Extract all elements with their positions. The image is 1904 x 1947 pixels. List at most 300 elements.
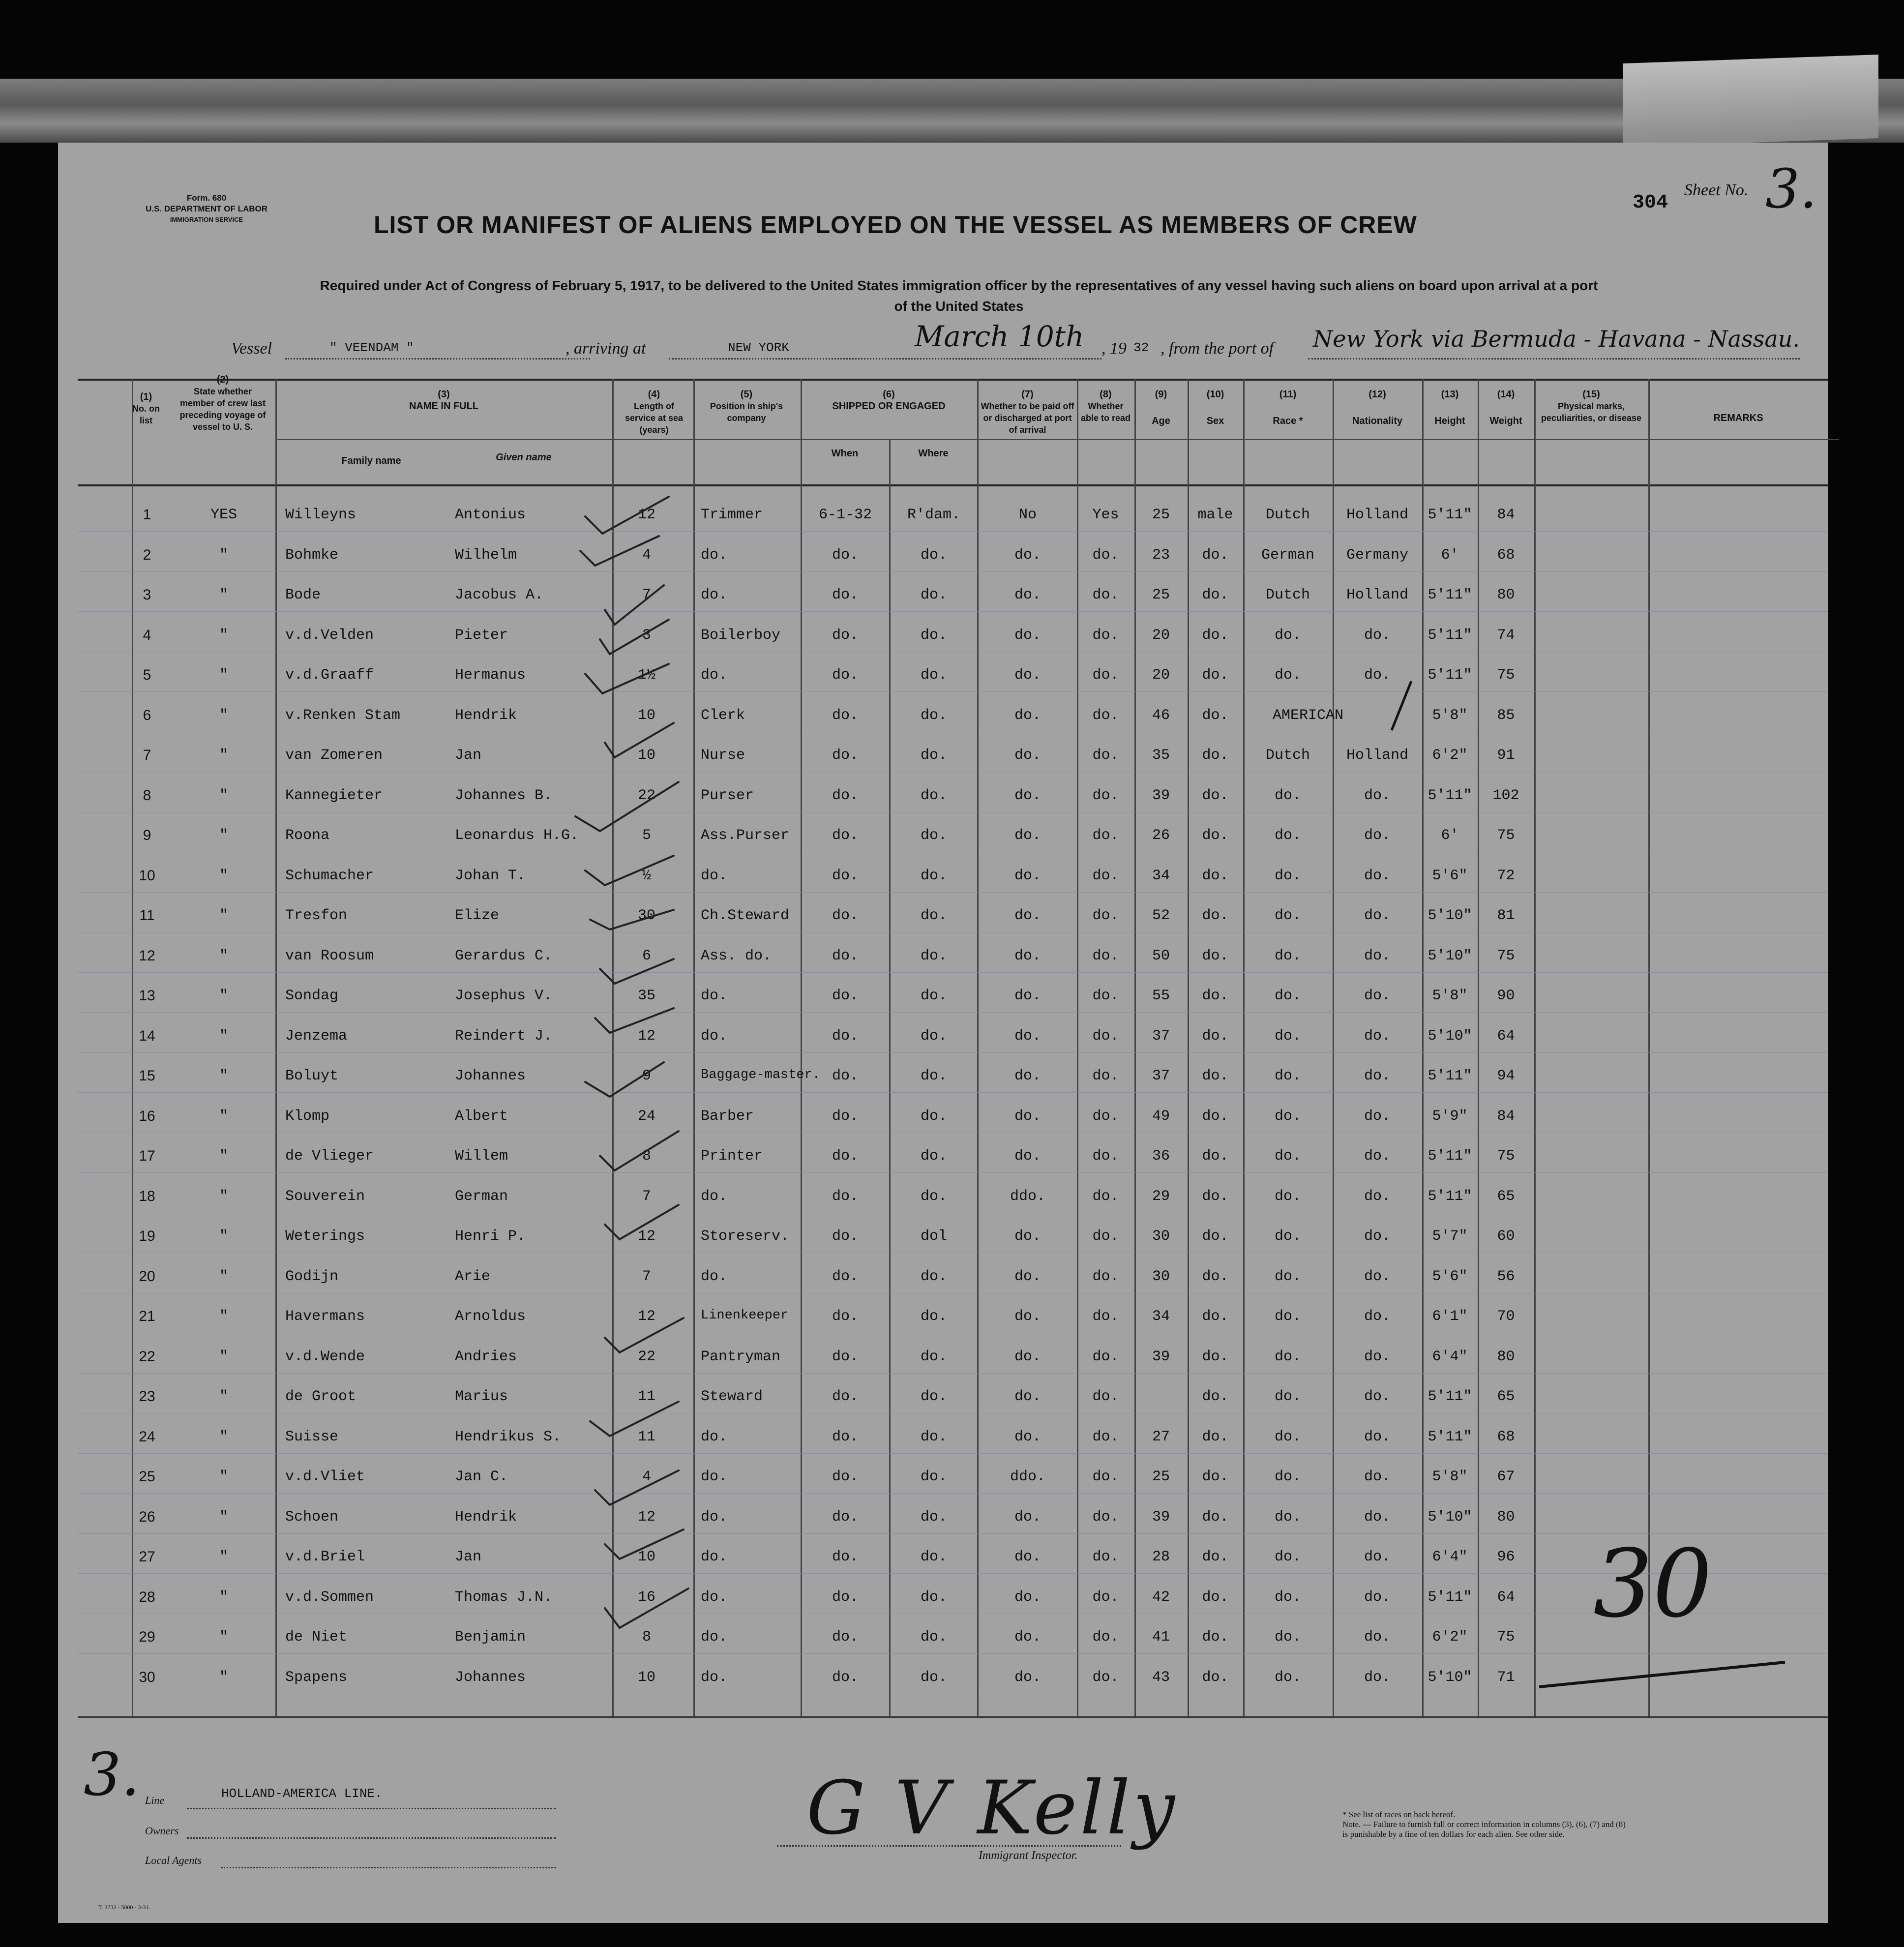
cell-weight: 56 [1497, 1268, 1515, 1285]
check-mark [605, 585, 664, 625]
cell-sex: male [1197, 507, 1233, 523]
cell-age: 34 [1152, 1308, 1170, 1325]
vessel-label: Vessel [231, 339, 272, 358]
cell-age: 34 [1152, 867, 1170, 884]
cell-weight: 64 [1497, 1588, 1515, 1606]
cell-read: do. [1092, 747, 1119, 764]
cell-given: Pieter [455, 627, 508, 644]
cell-position: do. [701, 988, 728, 1004]
note-fine: is punishable by a fine of ten dollars for each alien. See other side. [1342, 1829, 1565, 1839]
cell-family: v.d.Wende [285, 1348, 365, 1365]
cell-height: 6'2" [1432, 1629, 1468, 1646]
cell-nationality: do. [1364, 1468, 1391, 1485]
cell-service: 12 [637, 1228, 655, 1245]
cell-given: Reindert J. [455, 1027, 553, 1045]
cell-race: do. [1274, 1388, 1301, 1405]
cell-position: do. [701, 1629, 728, 1646]
cell-position: Linenkeeper [701, 1308, 789, 1323]
cell-service: 9 [642, 1068, 651, 1084]
owners-underline [187, 1837, 556, 1839]
cell-height: 5'11" [1428, 1428, 1472, 1445]
cell-nationality: do. [1364, 988, 1391, 1004]
cell-race: do. [1274, 907, 1301, 924]
cell-sex: do. [1202, 707, 1229, 724]
cell-read: do. [1092, 1348, 1119, 1365]
cell-when: do. [832, 1508, 859, 1526]
cell-position: do. [701, 587, 728, 603]
cell-paid: do. [1014, 827, 1041, 844]
cell-prev: " [219, 947, 228, 964]
cell-service: 12 [637, 1508, 655, 1526]
cell-prev: " [219, 1588, 228, 1606]
cell-height: 6'4" [1432, 1348, 1468, 1365]
cell-age: 20 [1152, 627, 1170, 644]
cell-weight: 67 [1497, 1468, 1515, 1485]
cell-prev: " [219, 1228, 228, 1245]
cell-when: do. [832, 546, 859, 564]
cell-height: 5'11" [1428, 1148, 1472, 1165]
cell-position: Pantryman [701, 1348, 781, 1365]
cell-where: do. [920, 1588, 947, 1606]
col-divider [1534, 379, 1536, 1716]
cell-family: Klomp [285, 1108, 330, 1125]
cell-given: Jan [455, 747, 482, 764]
cell-paid: do. [1014, 587, 1041, 603]
cell-given: Hermanus [455, 667, 526, 684]
check-mark [585, 497, 669, 534]
cell-weight: 72 [1497, 867, 1515, 884]
cell-sex: do. [1202, 947, 1229, 964]
cell-given: Jan [455, 1549, 482, 1565]
arrival-port: NEW YORK [728, 340, 789, 355]
table-bottom-rule [78, 1716, 1828, 1718]
cell-height: 5'11" [1428, 1388, 1472, 1405]
cell-where: do. [920, 587, 947, 603]
cell-sex: do. [1202, 988, 1229, 1004]
cell-weight: 96 [1497, 1549, 1515, 1565]
cell-nationality: do. [1364, 1228, 1391, 1245]
cell-where: do. [920, 546, 947, 564]
cell-read: do. [1092, 947, 1119, 964]
arrival-date: March 10th [915, 320, 1084, 353]
cell-service: 8 [642, 1148, 651, 1165]
cell-sex: do. [1202, 1629, 1229, 1646]
cell-position: do. [701, 1188, 728, 1205]
cell-paid: do. [1014, 787, 1041, 804]
cell-weight: 80 [1497, 587, 1515, 603]
check-mark [585, 856, 674, 885]
check-mark [590, 910, 674, 929]
check-mark [585, 1062, 664, 1097]
cell-weight: 102 [1492, 787, 1519, 804]
cell-where: do. [920, 707, 947, 724]
cell-height: 5'11" [1428, 627, 1472, 644]
cell-when: do. [832, 1388, 859, 1405]
cell-no: 7 [143, 747, 151, 763]
cell-no: 25 [139, 1468, 155, 1485]
cell-prev: " [219, 667, 228, 684]
cell-family: van Roosum [285, 947, 374, 964]
cell-no: 14 [139, 1027, 155, 1044]
cell-weight: 90 [1497, 988, 1515, 1004]
cell-paid: ddo. [1010, 1468, 1045, 1485]
cell-prev: " [219, 1148, 228, 1165]
cell-age: 25 [1152, 1468, 1170, 1485]
cell-race: do. [1274, 1148, 1301, 1165]
cell-no: 30 [139, 1669, 155, 1685]
cell-family: de Niet [285, 1629, 348, 1646]
col-divider [132, 379, 133, 1716]
cell-where: do. [920, 1428, 947, 1445]
cell-no: 19 [139, 1228, 155, 1244]
cell-when: do. [832, 747, 859, 764]
subtitle-line-2: of the United States [894, 299, 1024, 314]
cell-given: Arie [455, 1268, 491, 1285]
cell-where: do. [920, 1108, 947, 1125]
cell-age: 36 [1152, 1148, 1170, 1165]
cell-no: 9 [143, 827, 151, 843]
cell-sex: do. [1202, 1308, 1229, 1325]
row-rule [78, 1573, 1828, 1574]
row-rule [78, 892, 1828, 893]
cell-given: Wilhelm [455, 546, 517, 564]
cell-given: Josephus V. [455, 988, 553, 1004]
header-col-7: (7) Whether to be paid off or discharged at port of arrival [981, 389, 1074, 435]
cell-when: do. [832, 827, 859, 844]
cell-weight: 84 [1497, 1108, 1515, 1125]
cell-sex: do. [1202, 546, 1229, 564]
cell-where: do. [920, 947, 947, 964]
cell-when: do. [832, 1268, 859, 1285]
sheet-number: 3. [1765, 157, 1817, 220]
cell-read: do. [1092, 1108, 1119, 1125]
cell-nationality: do. [1364, 1428, 1391, 1445]
header-col-9: (9) Age [1152, 389, 1170, 426]
cell-paid: do. [1014, 1669, 1041, 1686]
cell-when: 6-1-32 [818, 507, 872, 523]
cell-prev: " [219, 627, 228, 644]
cell-race: do. [1274, 1228, 1301, 1245]
arriving-label: , arriving at [565, 339, 646, 358]
header-given-name: Given name [496, 452, 552, 463]
cell-service: 11 [637, 1428, 655, 1445]
cell-given: Johannes [455, 1068, 526, 1084]
cell-given: Johannes B. [455, 787, 553, 804]
cell-prev: " [219, 827, 228, 844]
cell-family: Bohmke [285, 546, 339, 564]
cell-age: 23 [1152, 546, 1170, 564]
cell-prev: " [219, 1428, 228, 1445]
cell-where: do. [920, 867, 947, 884]
cell-age: 41 [1152, 1629, 1170, 1646]
cell-race: do. [1274, 1108, 1301, 1125]
cell-prev: " [219, 1108, 228, 1125]
cell-position: do. [701, 1549, 728, 1565]
cell-position: do. [701, 667, 728, 684]
cell-where: do. [920, 1468, 947, 1485]
cell-read: do. [1092, 1188, 1119, 1205]
cell-height: 5'8" [1432, 1468, 1468, 1485]
cell-service: 3 [642, 627, 651, 644]
cell-prev: " [219, 546, 228, 564]
cell-given: Hendrik [455, 707, 517, 724]
cell-race: do. [1274, 1348, 1301, 1365]
cell-position: Printer [701, 1148, 763, 1165]
cell-no: 13 [139, 988, 155, 1004]
cell-read: do. [1092, 1508, 1119, 1526]
cell-read: do. [1092, 546, 1119, 564]
cell-position: Storeserv. [701, 1228, 790, 1245]
cell-position: do. [701, 1588, 728, 1606]
cell-when: do. [832, 867, 859, 884]
tally-annotation: 30 [1593, 1529, 1712, 1638]
cell-read: do. [1092, 1428, 1119, 1445]
cell-prev: " [219, 1027, 228, 1045]
cell-service: 11 [637, 1388, 655, 1405]
cell-prev: " [219, 1268, 228, 1285]
cell-height: 5'11" [1428, 1188, 1472, 1205]
cell-family: Sondag [285, 988, 339, 1004]
cell-given: Leonardus H.G. [455, 827, 579, 844]
cell-read: do. [1092, 587, 1119, 603]
cell-sex: do. [1202, 1188, 1229, 1205]
check-mark [585, 664, 669, 693]
cell-family: Havermans [285, 1308, 365, 1325]
header-col-10: (10) Sex [1206, 389, 1224, 426]
cell-paid: do. [1014, 1549, 1041, 1565]
cell-weight: 74 [1497, 627, 1515, 644]
line-value: HOLLAND-AMERICA LINE. [221, 1786, 383, 1801]
cell-paid: do. [1014, 947, 1041, 964]
cell-service: 5 [642, 827, 651, 844]
cell-service: 7 [642, 1188, 651, 1205]
cell-nationality: do. [1364, 1629, 1391, 1646]
cell-given: Elize [455, 907, 500, 924]
cell-service: 16 [637, 1588, 655, 1606]
cell-nationality: do. [1364, 627, 1391, 644]
cell-age: 37 [1152, 1068, 1170, 1084]
cell-position: do. [701, 1508, 728, 1526]
cell-position: do. [701, 546, 728, 564]
cell-sex: do. [1202, 787, 1229, 804]
check-mark [600, 959, 674, 984]
cell-read: do. [1092, 867, 1119, 884]
cell-given: Johan T. [455, 867, 526, 884]
line-label: Line [145, 1794, 165, 1806]
row-rule [78, 611, 1828, 612]
cell-no: 24 [139, 1428, 155, 1445]
cell-when: do. [832, 627, 859, 644]
cell-read: do. [1092, 787, 1119, 804]
cell-read: do. [1092, 1388, 1119, 1405]
row-rule [78, 571, 1828, 572]
inspector-signature: G V Kelly [806, 1766, 1178, 1851]
cell-position: do. [701, 867, 728, 884]
cell-when: do. [832, 1228, 859, 1245]
cell-weight: 70 [1497, 1308, 1515, 1325]
cell-height: 5'10" [1428, 1027, 1472, 1045]
cell-height: 5'11" [1428, 1068, 1472, 1084]
row-rule [78, 1493, 1828, 1494]
cell-no: 29 [139, 1629, 155, 1645]
cell-height: 5'6" [1432, 1268, 1468, 1285]
cell-no: 5 [143, 667, 151, 683]
cell-nationality: do. [1364, 1588, 1391, 1606]
cell-prev: " [219, 587, 228, 603]
cell-position: Nurse [701, 747, 745, 764]
cell-paid: do. [1014, 707, 1041, 724]
cell-family: v.d.Vliet [285, 1468, 365, 1485]
check-marks [556, 477, 733, 1697]
row-rule [78, 1172, 1828, 1173]
cell-position: Steward [701, 1388, 763, 1405]
note-failure: Note. — Failure to furnish full or correct information in columns (3), (6), (7) and (8) [1342, 1820, 1626, 1829]
check-mark [605, 1318, 684, 1352]
line-underline [187, 1808, 556, 1809]
cell-family: Boluyt [285, 1068, 339, 1084]
cell-weight: 80 [1497, 1348, 1515, 1365]
cell-sex: do. [1202, 667, 1229, 684]
cell-height: 5'11" [1428, 787, 1472, 804]
cell-when: do. [832, 1468, 859, 1485]
cell-service: 12 [637, 1027, 655, 1045]
cell-sex: do. [1202, 1348, 1229, 1365]
cell-age: 52 [1152, 907, 1170, 924]
cell-service: 10 [637, 1669, 655, 1686]
cell-when: do. [832, 1588, 859, 1606]
cell-weight: 75 [1497, 827, 1515, 844]
cell-height: 6' [1441, 546, 1459, 564]
cell-where: do. [920, 907, 947, 924]
cell-paid: do. [1014, 1308, 1041, 1325]
cell-weight: 85 [1497, 707, 1515, 724]
cell-race: do. [1274, 1188, 1301, 1205]
cell-when: do. [832, 1669, 859, 1686]
cell-nationality: do. [1364, 1669, 1391, 1686]
arrival-year: 32 [1133, 340, 1149, 355]
cell-weight: 91 [1497, 747, 1515, 764]
cell-sex: do. [1202, 1268, 1229, 1285]
cell-age: 37 [1152, 1027, 1170, 1045]
cell-race: do. [1274, 1428, 1301, 1445]
cell-paid: do. [1014, 747, 1041, 764]
cell-read: Yes [1092, 507, 1119, 523]
cell-paid: do. [1014, 546, 1041, 564]
cell-given: Jacobus A. [455, 587, 544, 603]
cell-age: 35 [1152, 747, 1170, 764]
cell-where: do. [920, 1549, 947, 1565]
row-rule [78, 531, 1828, 532]
check-mark [595, 1008, 674, 1033]
cell-where: do. [920, 1068, 947, 1084]
cell-height: 5'9" [1432, 1108, 1468, 1125]
header-col-5: (5) Position in ship's company [710, 389, 783, 423]
cell-when: do. [832, 1068, 859, 1084]
cell-race: German [1261, 546, 1315, 564]
cell-read: do. [1092, 1588, 1119, 1606]
row-rule [78, 1533, 1828, 1534]
cell-nationality: do. [1364, 1388, 1391, 1405]
tally-underline [1534, 1657, 1790, 1697]
cell-paid: do. [1014, 907, 1041, 924]
cell-prev: " [219, 1669, 228, 1686]
cell-race: do. [1274, 988, 1301, 1004]
cell-read: do. [1092, 1228, 1119, 1245]
cell-read: do. [1092, 1027, 1119, 1045]
cell-read: do. [1092, 907, 1119, 924]
form-department: U.S. DEPARTMENT OF LABOR [145, 204, 268, 213]
cell-family: de Vlieger [285, 1148, 374, 1165]
cell-when: do. [832, 587, 859, 603]
sheet-label: Sheet No. [1684, 181, 1749, 199]
race-stroke [1387, 679, 1416, 733]
cell-no: 10 [139, 867, 155, 884]
year-prefix: , 19 [1101, 339, 1127, 358]
cell-age: 25 [1152, 587, 1170, 603]
cell-given: Hendrikus S. [455, 1428, 562, 1445]
cell-nationality: do. [1364, 1188, 1391, 1205]
cell-no: 17 [139, 1148, 155, 1164]
form-service: IMMIGRATION SERVICE [170, 216, 243, 223]
header-when: When [831, 448, 859, 459]
cell-nationality: Germany [1346, 546, 1409, 564]
header-col-4: (4) Length of service at sea (years) [625, 389, 684, 435]
col-divider [275, 379, 277, 1716]
cell-service: 1½ [637, 667, 655, 684]
cell-position: Boilerboy [701, 627, 781, 644]
cell-prev: " [219, 1468, 228, 1485]
cell-position: Ch.Steward [701, 907, 790, 924]
cell-when: do. [832, 1549, 859, 1565]
cell-race: do. [1274, 1508, 1301, 1526]
header-col-13: (13) Height [1434, 389, 1465, 426]
header-col-14: (14) Weight [1489, 389, 1522, 426]
cell-paid: do. [1014, 1148, 1041, 1165]
cell-given: Antonius [455, 507, 526, 523]
cell-given: Arnoldus [455, 1308, 526, 1325]
cell-height: 5'11" [1428, 507, 1472, 523]
cell-position: Ass. do. [701, 947, 772, 964]
cell-when: do. [832, 667, 859, 684]
cell-sex: do. [1202, 1027, 1229, 1045]
check-mark [580, 536, 659, 566]
cell-race: do. [1274, 627, 1301, 644]
cell-weight: 68 [1497, 546, 1515, 564]
footer-notes [1342, 1810, 1626, 1839]
cell-height: 5'11" [1428, 1588, 1472, 1606]
cell-age: 25 [1152, 507, 1170, 523]
cell-position: do. [701, 1669, 728, 1686]
cell-no: 11 [139, 907, 155, 924]
cell-when: do. [832, 1428, 859, 1445]
cell-when: do. [832, 988, 859, 1004]
cell-when: do. [832, 947, 859, 964]
cell-read: do. [1092, 1468, 1119, 1485]
cell-paid: do. [1014, 1428, 1041, 1445]
cell-age: 39 [1152, 787, 1170, 804]
cell-no: 28 [139, 1588, 155, 1605]
cell-age: 46 [1152, 707, 1170, 724]
cell-race: do. [1274, 1027, 1301, 1045]
cell-paid: do. [1014, 1027, 1041, 1045]
col-divider [1648, 379, 1650, 1716]
from-port-label: , from the port of [1160, 339, 1274, 358]
cell-nationality: do. [1364, 1148, 1391, 1165]
cell-nationality: do. [1364, 1308, 1391, 1325]
cell-read: do. [1092, 1268, 1119, 1285]
cell-nationality: do. [1364, 947, 1391, 964]
cell-when: do. [832, 1629, 859, 1646]
